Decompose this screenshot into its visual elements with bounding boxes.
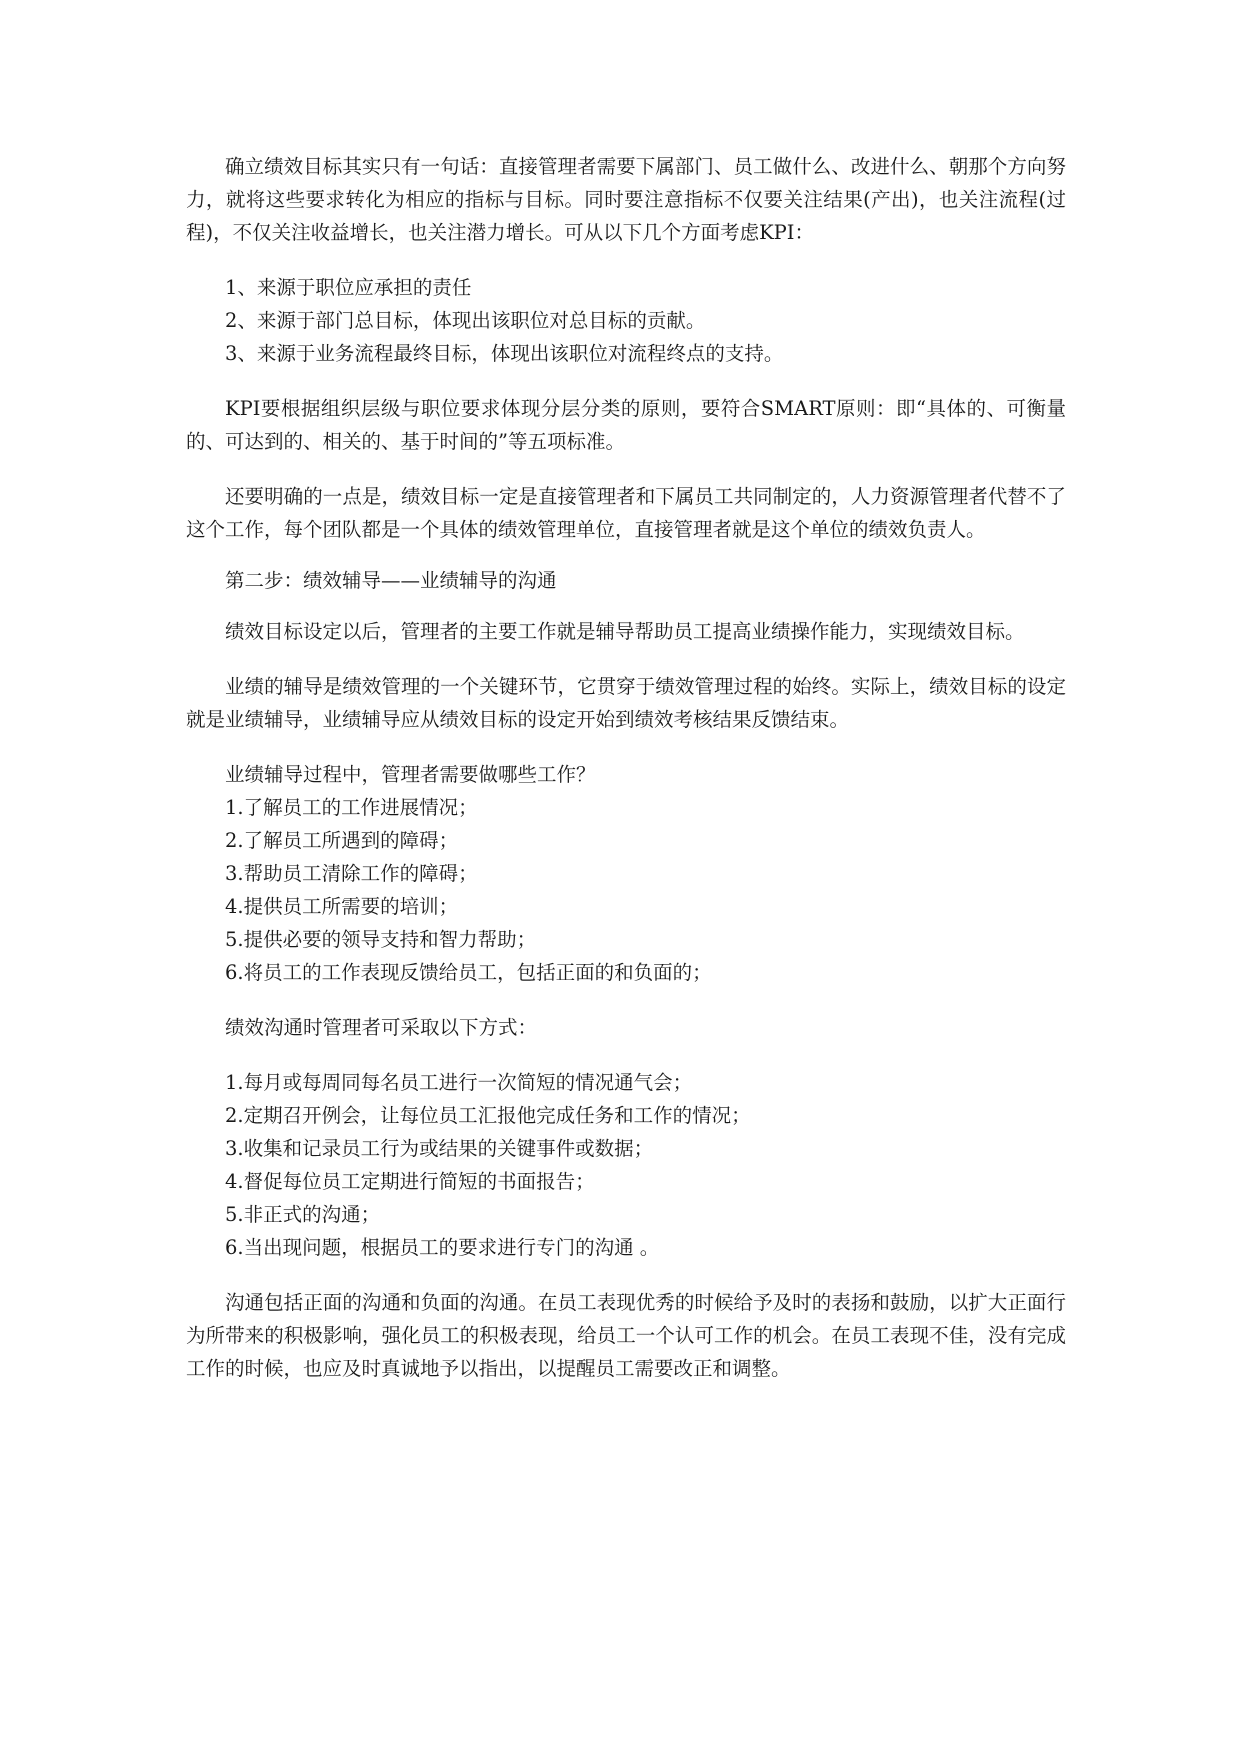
spacer <box>186 546 1066 564</box>
spacer <box>186 1044 1066 1066</box>
document-body <box>186 150 1066 1385</box>
tasks-question: 业绩辅导过程中，管理者需要做哪些工作？ <box>225 763 596 786</box>
list-item: 3、来源于业务流程最终目标，体现出该职位对流程终点的支持。 <box>225 342 784 365</box>
list-item: 4.督促每位员工定期进行简短的书面报告； <box>225 1170 595 1193</box>
spacer <box>186 370 1066 392</box>
list-item: 6.当出现问题，根据员工的要求进行专门的沟通 。 <box>225 1236 660 1259</box>
list-item: 6.将员工的工作表现反馈给员工，包括正面的和负面的； <box>225 961 712 984</box>
list-item: 2.了解员工所遇到的障碍； <box>225 829 459 852</box>
paragraph-kpi-intro: 确立绩效目标其实只有一句话：直接管理者需要下属部门、员工做什么、改进什么、朝那个方向努力，就将这些要求转化为相应的指标与目标。同时要注意指标不仅要关注结果(产出)，也关注流程(过程)，不仅关注收益增长，也关注潜力增长。可从以下几个方面考虑KPI： <box>186 155 1066 244</box>
spacer <box>186 989 1066 1011</box>
spacer <box>186 597 1066 615</box>
paragraph-coaching-role: 绩效目标设定以后，管理者的主要工作就是辅导帮助员工提高业绩操作能力，实现绩效目标。 <box>225 620 1025 643</box>
list-item: 3.帮助员工清除工作的障碍； <box>225 862 478 885</box>
spacer <box>186 249 1066 271</box>
tasks-list <box>186 791 1066 989</box>
paragraph-smart: KPI要根据组织层级与职位要求体现分层分类的原则，要符合SMART原则：即“具体的、可衡量的、可达到的、相关的、基于时间的”等五项标准。 <box>186 397 1066 453</box>
spacer <box>186 458 1066 480</box>
methods-intro: 绩效沟通时管理者可采取以下方式： <box>225 1016 538 1039</box>
spacer <box>186 1264 1066 1286</box>
paragraph-communication-types: 沟通包括正面的沟通和负面的沟通。在员工表现优秀的时候给予及时的表扬和鼓励，以扩大正面行为所带来的积极影响，强化员工的积极表现，给员工一个认可工作的机会。在员工表现不佳，没有完成工作的时候，也应及时真诚地予以指出，以提醒员工需要改正和调整。 <box>186 1291 1066 1380</box>
list-item: 5.提供必要的领导支持和智力帮助； <box>225 928 537 951</box>
list-item: 1、来源于职位应承担的责任 <box>225 276 472 299</box>
section-heading-step2: 第二步：绩效辅导——业绩辅导的沟通 <box>225 569 557 592</box>
methods-list <box>186 1066 1066 1264</box>
list-item: 4.提供员工所需要的培训； <box>225 895 459 918</box>
list-item: 1.了解员工的工作进展情况； <box>225 796 478 819</box>
list-item: 2、来源于部门总目标，体现出该职位对总目标的贡献。 <box>225 309 706 332</box>
kpi-source-list <box>186 271 1066 370</box>
paragraph-coaching-key: 业绩的辅导是绩效管理的一个关键环节，它贯穿于绩效管理过程的始终。实际上，绩效目标的设定就是业绩辅导，业绩辅导应从绩效目标的设定开始到绩效考核结果反馈结束。 <box>186 675 1066 731</box>
spacer <box>186 736 1066 758</box>
list-item: 1.每月或每周同每名员工进行一次简短的情况通气会； <box>225 1071 693 1094</box>
spacer <box>186 648 1066 670</box>
paragraph-joint-goals: 还要明确的一点是，绩效目标一定是直接管理者和下属员工共同制定的，人力资源管理者代替不了这个工作，每个团队都是一个具体的绩效管理单位，直接管理者就是这个单位的绩效负责人。 <box>186 485 1066 541</box>
list-item: 2.定期召开例会，让每位员工汇报他完成任务和工作的情况； <box>225 1104 751 1127</box>
list-item: 5.非正式的沟通； <box>225 1203 381 1226</box>
list-item: 3.收集和记录员工行为或结果的关键事件或数据； <box>225 1137 654 1160</box>
